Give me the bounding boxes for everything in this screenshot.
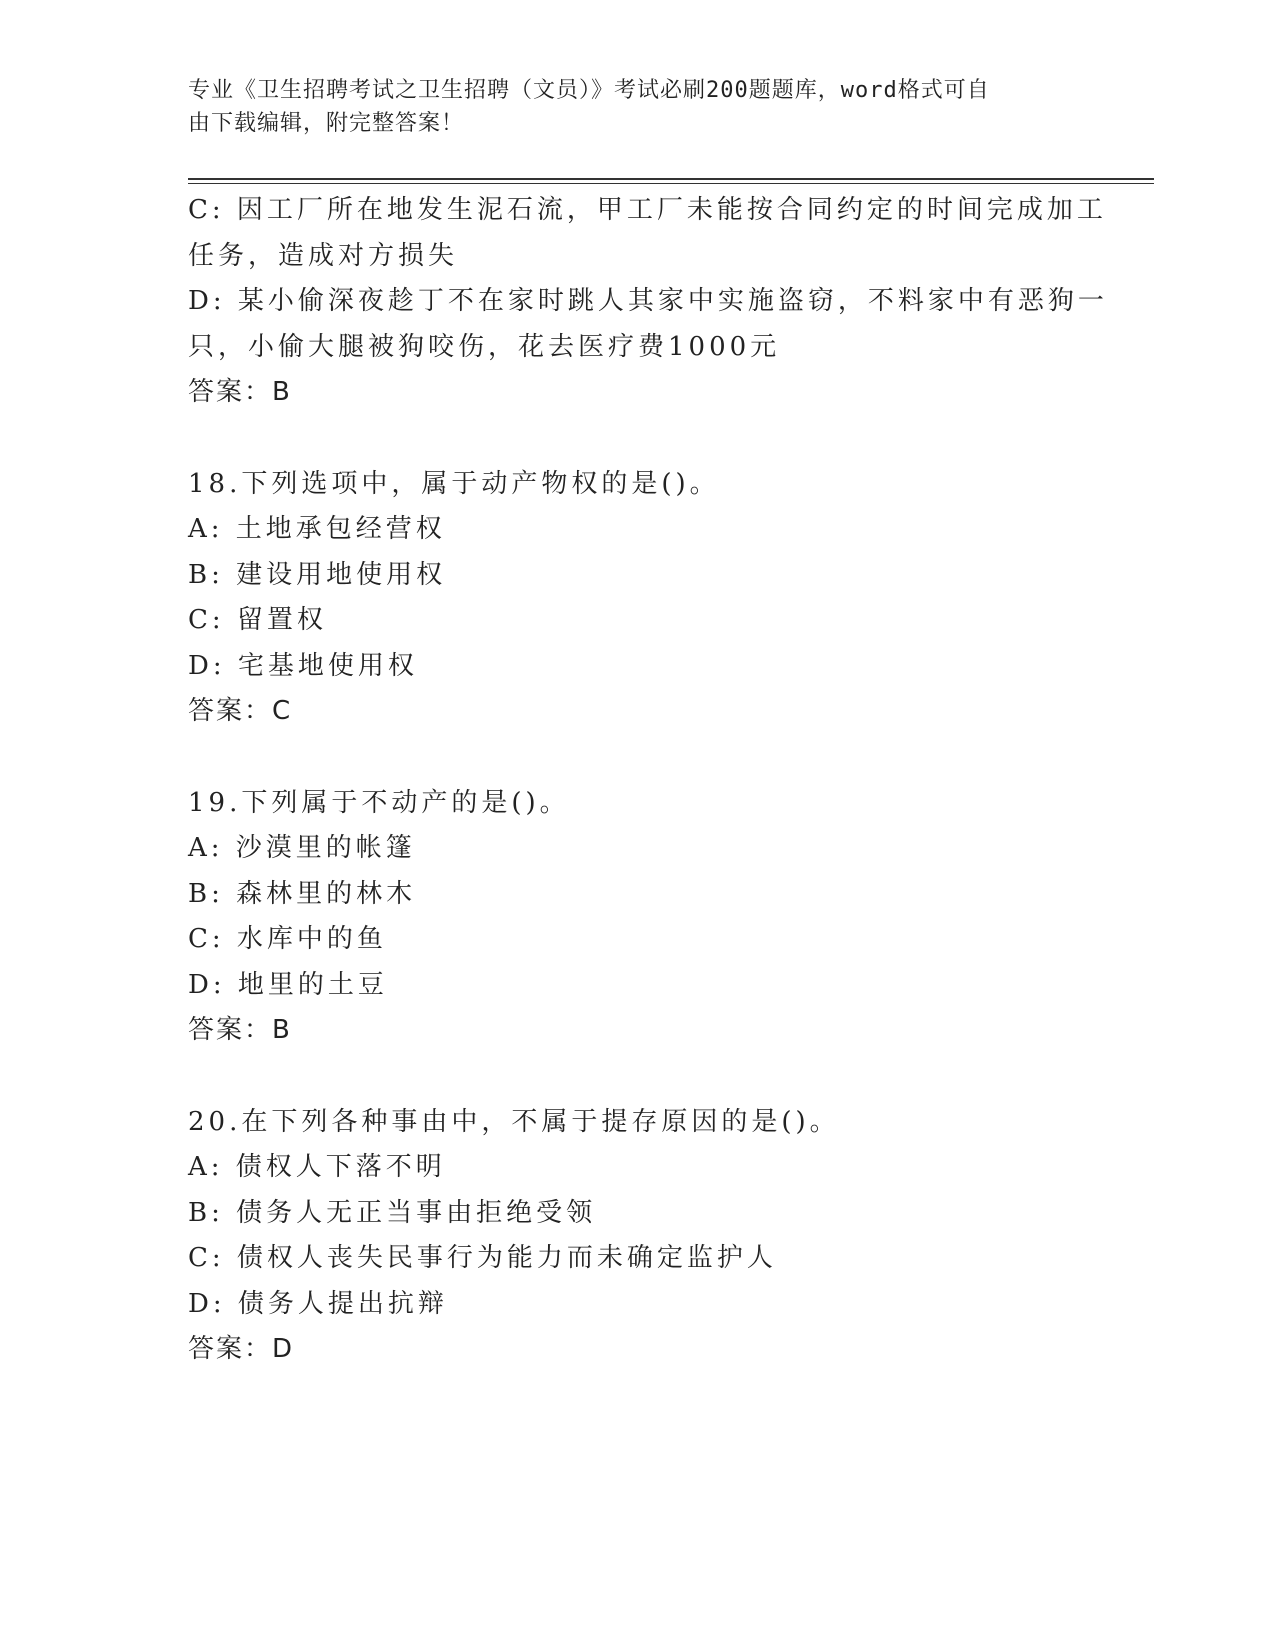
document-header xyxy=(188,74,1068,140)
question-17-continued xyxy=(188,188,1108,416)
answer-20: 答案：D xyxy=(188,1334,295,1364)
option-b: B: 森林里的林木 xyxy=(188,878,417,909)
option-c-line-1: C: 因工厂所在地发生泥石流，甲工厂未能按合同约定的时间完成加工 xyxy=(188,195,1107,225)
question-18 xyxy=(188,462,1078,735)
answer-19: 答案：B xyxy=(188,1015,292,1045)
question-stem: 20.在下列各种事由中，不属于提存原因的是()。 xyxy=(188,1106,840,1137)
header-divider xyxy=(188,178,1154,184)
question-stem: 18.下列选项中，属于动产物权的是()。 xyxy=(188,468,720,499)
question-19 xyxy=(188,781,1078,1054)
option-c: C: 留置权 xyxy=(188,605,327,635)
header-line-1: 专业《卫生招聘考试之卫生招聘（文员）》考试必刷200题题库，word格式可自 xyxy=(188,78,990,103)
answer-18: 答案：C xyxy=(188,696,293,726)
header-line-2: 由下载编辑，附完整答案！ xyxy=(188,111,465,136)
option-c: C: 债权人丧失民事行为能力而未确定监护人 xyxy=(188,1243,777,1273)
option-a: A: 土地承包经营权 xyxy=(188,514,446,544)
option-d-line-1: D: 某小偷深夜趁丁不在家时跳人其家中实施盗窃，不料家中有恶狗一 xyxy=(188,286,1108,316)
option-d: D: 债务人提出抗辩 xyxy=(188,1288,448,1319)
option-b: B: 建设用地使用权 xyxy=(188,559,447,590)
option-d: D: 宅基地使用权 xyxy=(188,650,418,681)
option-d-line-2: 只，小偷大腿被狗咬伤，花去医疗费1000元 xyxy=(188,331,781,362)
option-c-line-2: 任务，造成对方损失 xyxy=(188,240,459,271)
option-d: D: 地里的土豆 xyxy=(188,969,388,1000)
option-a: A: 债权人下落不明 xyxy=(188,1152,446,1182)
question-list xyxy=(188,188,1108,1373)
answer-17: 答案：B xyxy=(188,377,292,407)
question-stem: 19.下列属于不动产的是()。 xyxy=(188,787,570,818)
option-c: C: 水库中的鱼 xyxy=(188,924,387,954)
option-a: A: 沙漠里的帐篷 xyxy=(188,833,416,863)
option-b: B: 债务人无正当事由拒绝受领 xyxy=(188,1197,597,1228)
question-20 xyxy=(188,1100,1078,1373)
